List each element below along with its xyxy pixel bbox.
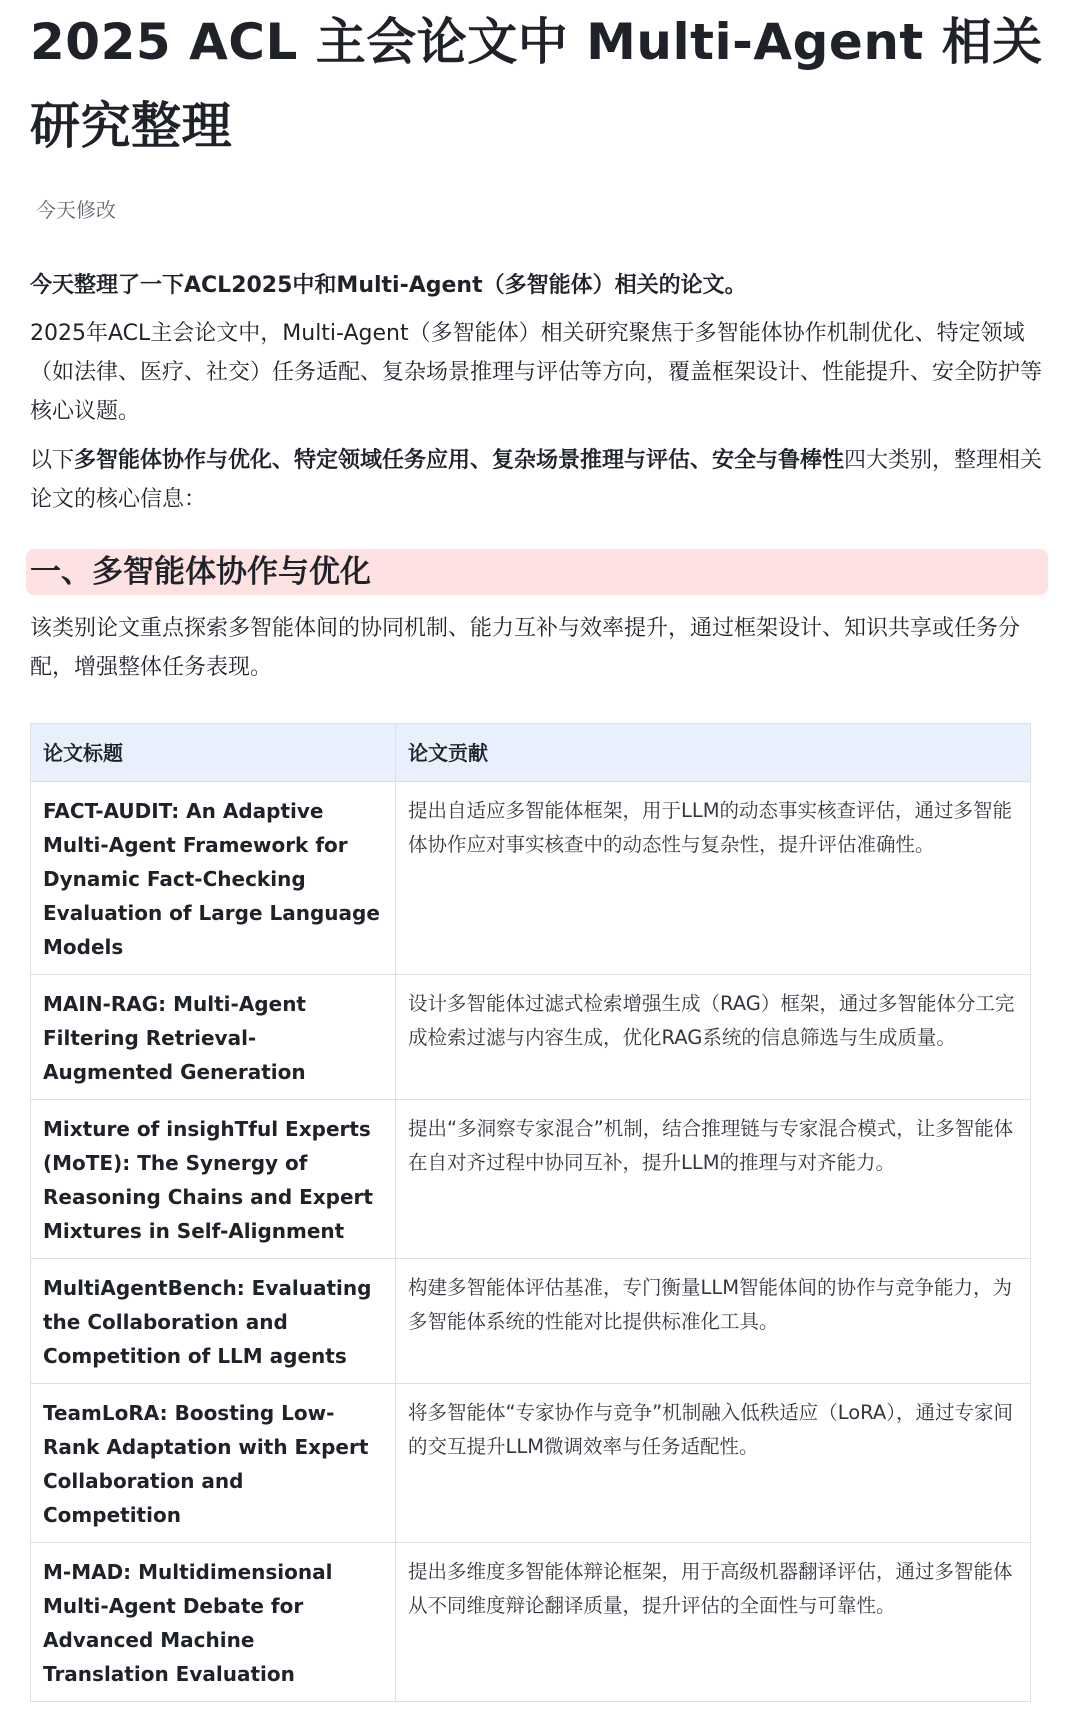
paper-title-cell: MultiAgentBench: Evaluating the Collaboration and Competition of LLM agents [31,1259,396,1384]
section-description: 该类别论文重点探索多智能体间的协同机制、能力互补与效率提升，通过框架设计、知识共享或任务分配，增强整体任务表现。 [30,616,1021,680]
paper-contribution-cell: 提出“多洞察专家混合”机制，结合推理链与专家混合模式，让多智能体在自对齐过程中协同互补，提升LLM的推理与对齐能力。 [396,1100,1031,1259]
intro-paragraph-2-suffix: 四大类别，整理相关论文的核心信息： [30,448,1043,512]
paper-contribution-cell: 构建多智能体评估基准，专门衡量LLM智能体间的协作与竞争能力，为多智能体系统的性能对比提供标准化工具。 [396,1259,1031,1384]
header-paper-contribution: 论文贡献 [396,724,1031,782]
paper-contribution-cell: 将多智能体“专家协作与竞争”机制融入低秩适应（LoRA），通过专家间的交互提升LLM微调效率与任务适配性。 [396,1384,1031,1543]
intro-paragraph-2 [30,441,1050,519]
table-row [31,975,1031,1100]
intro-paragraph-1: 2025年ACL主会论文中，Multi-Agent（多智能体）相关研究聚焦于多智能体协作机制优化、特定领域（如法律、医疗、社交）任务适配、复杂场景推理与评估等方向，覆盖框架设计、性能提升、安全防护等核心议题。 [30,321,1043,424]
paper-title-cell: FACT-AUDIT: An Adaptive Multi-Agent Framework for Dynamic Fact-Checking Evaluation of Large Language Models [31,782,396,975]
table-row [31,1543,1031,1702]
paper-title-cell: M-MAD: Multidimensional Multi-Agent Debate for Advanced Machine Translation Evaluation [31,1543,396,1702]
intro-lead: 今天整理了一下ACL2025中和Multi-Agent（多智能体）相关的论文。 [30,273,747,298]
paper-title-cell: MAIN-RAG: Multi-Agent Filtering Retrieval-Augmented Generation [31,975,396,1100]
section-heading-collaboration: 一、多智能体协作与优化 [26,549,1048,595]
paper-contribution-cell: 提出多维度多智能体辩论框架，用于高级机器翻译评估，通过多智能体从不同维度辩论翻译质量，提升评估的全面性与可靠性。 [396,1543,1031,1702]
page-title: 2025 ACL 主会论文中 Multi-Agent 相关研究整理 [30,13,1043,155]
intro-paragraph-2-prefix: 以下 [30,448,75,473]
paper-contribution-cell: 提出自适应多智能体框架，用于LLM的动态事实核查评估，通过多智能体协作应对事实核查中的动态性与复杂性，提升评估准确性。 [396,782,1031,975]
paper-title-cell: TeamLoRA: Boosting Low-Rank Adaptation with Expert Collaboration and Competition [31,1384,396,1543]
table-row [31,1259,1031,1384]
papers-table [30,723,1031,1702]
table-header-row [31,724,1031,782]
header-paper-title: 论文标题 [31,724,396,782]
paper-title-cell: Mixture of insighTful Experts (MoTE): The Synergy of Reasoning Chains and Expert Mixtures in Self-Alignment [31,1100,396,1259]
intro-paragraph-2-categories: 多智能体协作与优化、特定领域任务应用、复杂场景推理与评估、安全与鲁棒性 [74,448,845,473]
table-row [31,1100,1031,1259]
table-row [31,782,1031,975]
modified-status: 今天修改 [36,198,116,222]
table-row [31,1384,1031,1543]
paper-contribution-cell: 设计多智能体过滤式检索增强生成（RAG）框架，通过多智能体分工完成检索过滤与内容生成，优化RAG系统的信息筛选与生成质量。 [396,975,1031,1100]
document-page [30,0,1050,687]
